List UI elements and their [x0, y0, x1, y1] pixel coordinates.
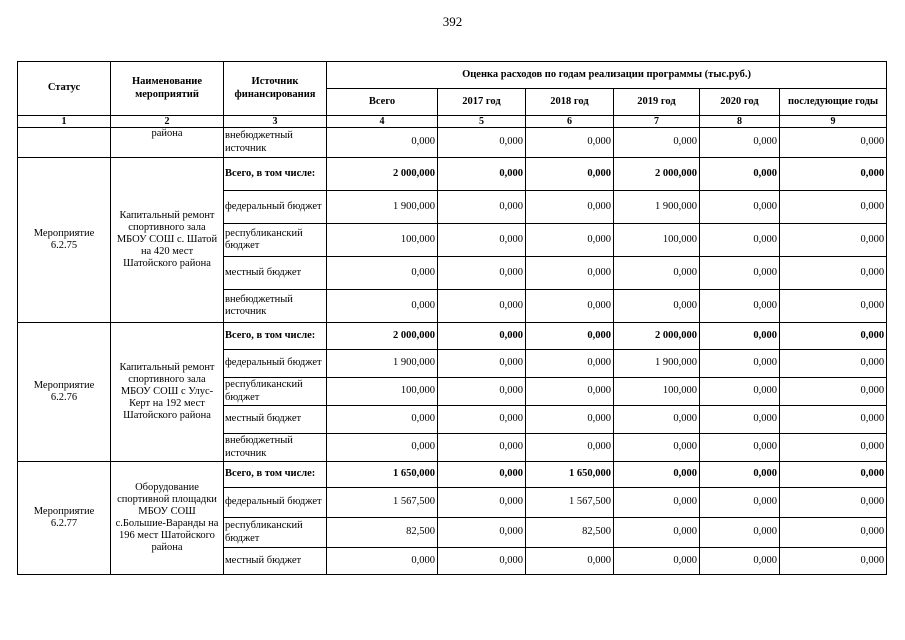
- amount-cell: 0,000: [438, 323, 526, 350]
- amount-cell: 0,000: [438, 462, 526, 488]
- amount-cell: 1 650,000: [327, 462, 438, 488]
- amount-cell: 0,000: [780, 224, 887, 257]
- column-index: 7: [614, 116, 700, 128]
- column-index: 9: [780, 116, 887, 128]
- amount-cell: 0,000: [526, 434, 614, 462]
- table-row: [18, 158, 887, 191]
- amount-cell: 0,000: [327, 290, 438, 323]
- status-cell: Мероприятие 6.2.76: [18, 323, 111, 462]
- header-status: Статус: [18, 62, 111, 116]
- amount-cell: 0,000: [780, 128, 887, 158]
- amount-cell: 0,000: [327, 548, 438, 575]
- amount-cell: 82,500: [327, 518, 438, 548]
- amount-cell: 0,000: [526, 350, 614, 378]
- header-year: Всего: [327, 89, 438, 116]
- amount-cell: 0,000: [700, 548, 780, 575]
- source-cell: местный бюджет: [224, 406, 327, 434]
- amount-cell: 0,000: [780, 434, 887, 462]
- column-index: 6: [526, 116, 614, 128]
- amount-cell: 0,000: [780, 462, 887, 488]
- amount-cell: 0,000: [438, 158, 526, 191]
- header-year: 2020 год: [700, 89, 780, 116]
- table-body: [18, 128, 887, 575]
- amount-cell: 0,000: [526, 158, 614, 191]
- amount-cell: 0,000: [614, 290, 700, 323]
- amount-cell: 1 650,000: [526, 462, 614, 488]
- column-index: 3: [224, 116, 327, 128]
- source-cell: Всего, в том числе:: [224, 323, 327, 350]
- source-cell: местный бюджет: [224, 257, 327, 290]
- amount-cell: 1 900,000: [614, 191, 700, 224]
- source-cell: федеральный бюджет: [224, 488, 327, 518]
- amount-cell: 0,000: [780, 290, 887, 323]
- event-name-cell: Капитальный ремонт спортивного зала МБОУ СОШ с. Шатой на 420 мест Шатойского района: [111, 158, 224, 323]
- column-index: 2: [111, 116, 224, 128]
- status-cell: Мероприятие 6.2.75: [18, 158, 111, 323]
- amount-cell: 0,000: [700, 462, 780, 488]
- source-cell: республиканский бюджет: [224, 518, 327, 548]
- source-cell: федеральный бюджет: [224, 191, 327, 224]
- amount-cell: 0,000: [526, 406, 614, 434]
- source-cell: внебюджетный источник: [224, 434, 327, 462]
- amount-cell: 0,000: [700, 290, 780, 323]
- amount-cell: 0,000: [438, 290, 526, 323]
- amount-cell: 0,000: [526, 128, 614, 158]
- source-cell: республиканский бюджет: [224, 378, 327, 406]
- amount-cell: 0,000: [700, 406, 780, 434]
- amount-cell: 0,000: [700, 224, 780, 257]
- amount-cell: 0,000: [438, 518, 526, 548]
- amount-cell: 0,000: [614, 548, 700, 575]
- amount-cell: 0,000: [438, 548, 526, 575]
- source-cell: внебюджетный источник: [224, 290, 327, 323]
- amount-cell: 2 000,000: [327, 323, 438, 350]
- amount-cell: 0,000: [614, 434, 700, 462]
- amount-cell: 2 000,000: [614, 158, 700, 191]
- amount-cell: 0,000: [614, 488, 700, 518]
- event-name-cell: района: [111, 128, 224, 158]
- amount-cell: 0,000: [780, 378, 887, 406]
- event-name-cell: Оборудование спортивной площадки МБОУ СОШ с.Большие-Варанды на 196 мест Шатойского района: [111, 462, 224, 575]
- amount-cell: 1 900,000: [327, 350, 438, 378]
- amount-cell: 2 000,000: [327, 158, 438, 191]
- header-estimate: Оценка расходов по годам реализации программы (тыс.руб.): [327, 62, 887, 89]
- amount-cell: 0,000: [700, 158, 780, 191]
- amount-cell: 0,000: [614, 128, 700, 158]
- amount-cell: 0,000: [614, 462, 700, 488]
- amount-cell: 0,000: [438, 191, 526, 224]
- table-row: [18, 323, 887, 350]
- amount-cell: 0,000: [700, 257, 780, 290]
- amount-cell: 0,000: [780, 488, 887, 518]
- amount-cell: 0,000: [614, 518, 700, 548]
- amount-cell: 0,000: [780, 518, 887, 548]
- amount-cell: 0,000: [614, 406, 700, 434]
- column-index: 1: [18, 116, 111, 128]
- header-year: 2019 год: [614, 89, 700, 116]
- amount-cell: 0,000: [700, 434, 780, 462]
- amount-cell: 0,000: [327, 128, 438, 158]
- amount-cell: 1 900,000: [614, 350, 700, 378]
- amount-cell: 0,000: [526, 257, 614, 290]
- amount-cell: 0,000: [438, 257, 526, 290]
- expense-table: [17, 61, 887, 575]
- source-cell: Всего, в том числе:: [224, 462, 327, 488]
- amount-cell: 82,500: [526, 518, 614, 548]
- amount-cell: 0,000: [438, 488, 526, 518]
- amount-cell: 0,000: [438, 378, 526, 406]
- amount-cell: 0,000: [526, 378, 614, 406]
- amount-cell: 0,000: [780, 406, 887, 434]
- amount-cell: 0,000: [526, 290, 614, 323]
- amount-cell: 0,000: [526, 191, 614, 224]
- header-year: последующие годы: [780, 89, 887, 116]
- amount-cell: 0,000: [780, 350, 887, 378]
- amount-cell: 0,000: [327, 434, 438, 462]
- amount-cell: 1 900,000: [327, 191, 438, 224]
- amount-cell: 100,000: [614, 224, 700, 257]
- amount-cell: 0,000: [700, 488, 780, 518]
- amount-cell: 2 000,000: [614, 323, 700, 350]
- status-cell: [18, 128, 111, 158]
- header-source: Источник финансирования: [224, 62, 327, 116]
- amount-cell: 0,000: [700, 378, 780, 406]
- amount-cell: 0,000: [438, 350, 526, 378]
- amount-cell: 0,000: [700, 350, 780, 378]
- page-number: 392: [442, 14, 463, 29]
- table-row: [18, 128, 887, 158]
- amount-cell: 1 567,500: [526, 488, 614, 518]
- amount-cell: 0,000: [438, 406, 526, 434]
- amount-cell: 100,000: [614, 378, 700, 406]
- amount-cell: 0,000: [700, 128, 780, 158]
- column-index: 8: [700, 116, 780, 128]
- event-name-cell: Капитальный ремонт спортивного зала МБОУ СОШ с Улус-Керт на 192 мест Шатойского района: [111, 323, 224, 462]
- amount-cell: 1 567,500: [327, 488, 438, 518]
- amount-cell: 0,000: [438, 128, 526, 158]
- amount-cell: 0,000: [438, 224, 526, 257]
- table-row: [18, 462, 887, 488]
- column-index: 5: [438, 116, 526, 128]
- amount-cell: 0,000: [526, 548, 614, 575]
- amount-cell: 0,000: [614, 257, 700, 290]
- source-cell: внебюджетный источник: [224, 128, 327, 158]
- amount-cell: 0,000: [780, 158, 887, 191]
- source-cell: Всего, в том числе:: [224, 158, 327, 191]
- amount-cell: 0,000: [780, 323, 887, 350]
- column-index: 4: [327, 116, 438, 128]
- header-year: 2018 год: [526, 89, 614, 116]
- amount-cell: 0,000: [700, 191, 780, 224]
- amount-cell: 0,000: [526, 323, 614, 350]
- amount-cell: 0,000: [327, 406, 438, 434]
- amount-cell: 0,000: [700, 518, 780, 548]
- source-cell: республиканский бюджет: [224, 224, 327, 257]
- amount-cell: 100,000: [327, 378, 438, 406]
- amount-cell: 0,000: [526, 224, 614, 257]
- header-name: Наименование мероприятий: [111, 62, 224, 116]
- amount-cell: 0,000: [780, 548, 887, 575]
- amount-cell: 100,000: [327, 224, 438, 257]
- header-year: 2017 год: [438, 89, 526, 116]
- status-cell: Мероприятие 6.2.77: [18, 462, 111, 575]
- amount-cell: 0,000: [700, 323, 780, 350]
- source-cell: местный бюджет: [224, 548, 327, 575]
- amount-cell: 0,000: [780, 191, 887, 224]
- amount-cell: 0,000: [327, 257, 438, 290]
- amount-cell: 0,000: [438, 434, 526, 462]
- source-cell: федеральный бюджет: [224, 350, 327, 378]
- amount-cell: 0,000: [780, 257, 887, 290]
